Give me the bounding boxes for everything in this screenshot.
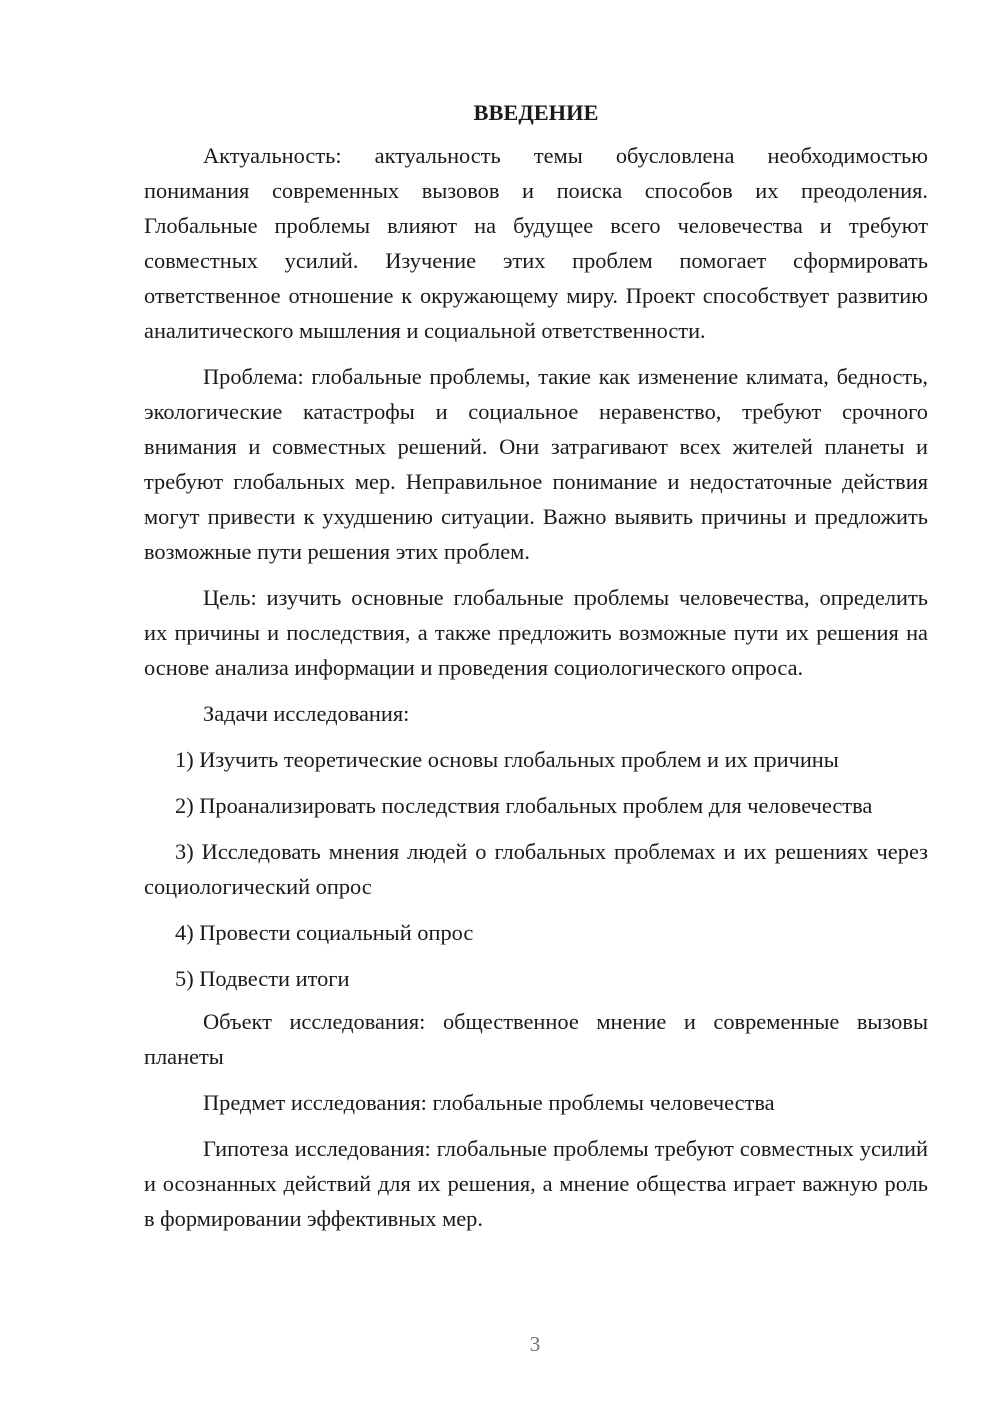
object-paragraph: Объект исследования: общественное мнение и современные вызовы планеты	[144, 1009, 928, 1069]
document-body	[144, 95, 928, 1247]
task-item-3: 3) Исследовать мнения людей о глобальных проблемах и их решениях через социологический опрос	[144, 839, 928, 899]
tasks-heading: Задачи исследования:	[203, 701, 410, 726]
problem-paragraph: Проблема: глобальные проблемы, такие как изменение климата, бедность, экологические катастрофы и социальное неравенство, требуют срочного внимания и совместных решений. Они затрагивают всех жителей планеты и требуют глобальных мер. Неправильное понимание и недостаточные действия могут привести к ухудшению ситуации. Важно выявить причины и предложить возможные пути решения этих проблем.	[144, 364, 928, 564]
task-item-1: 1) Изучить теоретические основы глобальных проблем и их причины	[175, 747, 839, 772]
relevance-paragraph: Актуальность: актуальность темы обусловлена необходимостью понимания современных вызовов и поиска способов их преодоления. Глобальные проблемы влияют на будущее всего человечества и требуют совместных усилий. Изучение этих проблем помогает сформировать ответственное отношение к окружающему миру. Проект способствует развитию аналитического мышления и социальной ответственности.	[144, 143, 928, 343]
task-item-5: 5) Подвести итоги	[175, 966, 350, 991]
task-item-4: 4) Провести социальный опрос	[175, 920, 474, 945]
task-item-2: 2) Проанализировать последствия глобальных проблем для человечества	[175, 793, 873, 818]
section-title: ВВЕДЕНИЕ	[473, 100, 599, 125]
page-number: 3	[529, 1332, 541, 1356]
goal-paragraph: Цель: изучить основные глобальные проблемы человечества, определить их причины и последствия, а также предложить возможные пути их решения на основе анализа информации и проведения социологического опроса.	[144, 585, 928, 680]
subject-paragraph: Предмет исследования: глобальные проблемы человечества	[203, 1090, 775, 1115]
hypothesis-paragraph: Гипотеза исследования: глобальные проблемы требуют совместных усилий и осознанных действий для их решения, а мнение общества играет важную роль в формировании эффективных мер.	[144, 1136, 928, 1231]
